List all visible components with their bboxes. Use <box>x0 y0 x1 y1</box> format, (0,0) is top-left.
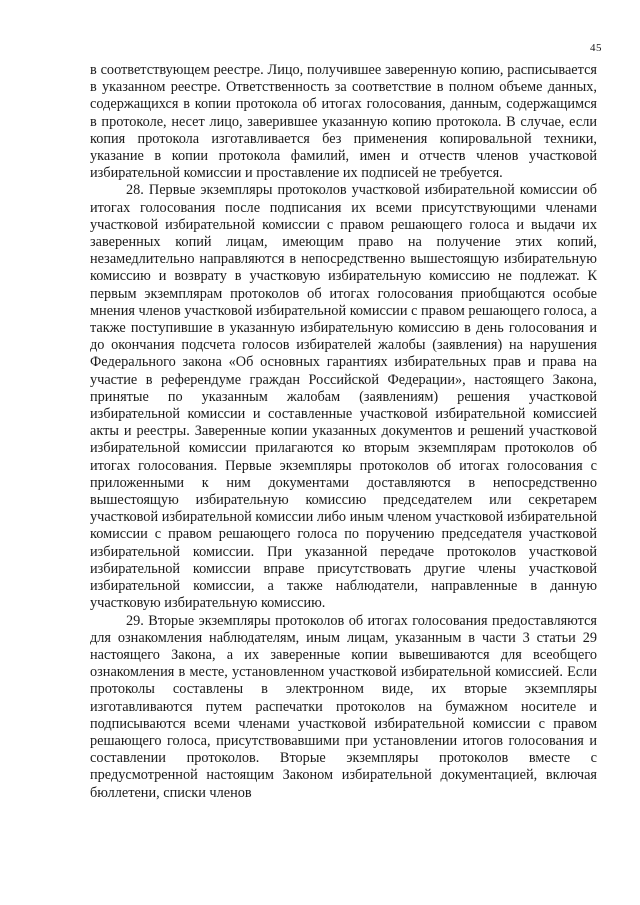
paragraph-28: 28. Первые экземпляры протоколов участковой избирательной комиссии об итогах голосования после подписания их всеми присутствующими членами участковой избирательной комиссии с правом решающего голоса и выдачи их заверенных копий лицам, имеющим право на получение этих копий, незамедлительно направляются в непосредственно вышестоящую избирательную комиссию и возврату в участковую избирательную комиссию не подлежат. К первым экземплярам протоколов об итогах голосования приобщаются особые мнения членов участковой избирательной комиссии с правом решающего голоса, а также поступившие в указанную избирательную комиссию в день голосования и до окончания подсчета голосов избирателей жалобы (заявления) на нарушения Федерального закона «Об основных гарантиях избирательных прав и права на участие в референдуме граждан Российской Федерации», настоящего Закона, принятые по указанным жалобам (заявлениям) решения участковой избирательной комиссии и составленные участковой избирательной комиссией акты и реестры. Заверенные копии указанных документов и решений участковой избирательной комиссии прилагаются ко вторым экземплярам протоколов об итогах голосования. Первые экземпляры протоколов об итогах голосования с приложенными к ним документами доставляются в непосредственно вышестоящую избирательную комиссию председателем или секретарем участковой избирательной комиссии либо иным членом участковой избирательной комиссии с правом решающего голоса по поручению председателя участковой избирательной комиссии. При указанной передаче протоколов участковой избирательной комиссии вправе присутствовать другие члены участковой избирательной комиссии, а также наблюдатели, направленные в данную участковую избирательную комиссию. <box>90 182 597 612</box>
document-body <box>90 62 597 802</box>
page-number: 45 <box>590 42 602 54</box>
paragraph-continuation: в соответствующем реестре. Лицо, получившее заверенную копию, расписывается в указанном реестре. Ответственность за соответствие в полном объеме данных, содержащихся в копии протокола об итогах голосования, данным, содержащимся в протоколе, несет лицо, заверившее указанную копию протокола. В случае, если копия протокола изготавливается без применения копировальной техники, указание в копии протокола фамилий, имен и отчеств членов участковой избирательной комиссии и проставление их подписей не требуется. <box>90 62 597 182</box>
paragraph-29: 29. Вторые экземпляры протоколов об итогах голосования предоставляются для ознакомления наблюдателям, иным лицам, указанным в части 3 статьи 29 настоящего Закона, а их заверенные копии вывешиваются для всеобщего ознакомления в месте, установленном участковой избирательной комиссией. Если протоколы составлены в электронном виде, их вторые экземпляры изготавливаются путем распечатки протоколов на бумажном носителе и подписываются всеми членами участковой избирательной комиссии с правом решающего голоса, присутствовавшими при установлении итогов голосования и составлении протоколов. Вторые экземпляры протоколов вместе с предусмотренной настоящим Законом избирательной документацией, включая бюллетени, списки членов <box>90 612 597 801</box>
